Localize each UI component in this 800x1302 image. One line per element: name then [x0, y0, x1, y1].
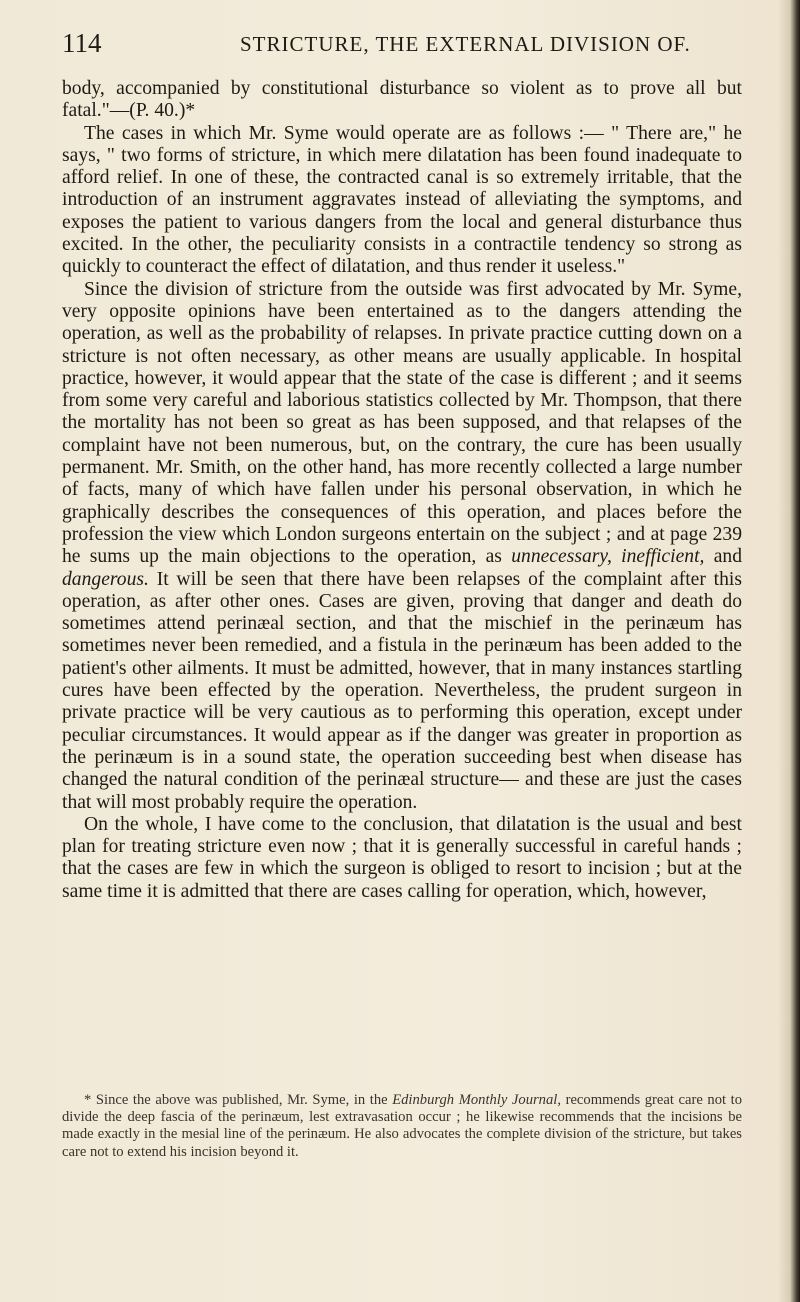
running-title: STRICTURE, THE EXTERNAL DIVISION OF.: [240, 32, 691, 56]
main-text: [62, 78, 742, 903]
footnote-lead: * Since the above was published, Mr. Syme, in the: [84, 1092, 388, 1108]
paragraph-syme-cases: The cases in which Mr. Syme would operate are as follows :— " There are," he says, " two forms of stricture, in which mere dilatation has been found inadequate to afford relief. In one of these, the contracted canal is so extremely irritable, that the introduction of an instrument aggravates instead of alleviating the symptoms, and exposes the patient to various dangers from the local and general disturbance thus excited. In the other, the peculiarity consists in a contractile tendency so strong as quickly to counteract the effect of dilatation, and thus render it useless.": [62, 122, 742, 278]
paragraph-division-opinions: [62, 279, 742, 814]
emphasis-dangerous: dangerous.: [62, 568, 149, 590]
paragraph-text: Since the division of stricture from the outside was first advocated by Mr. Syme, very opposite opinions have been entertained as to the dangers attending the operation, as well as the probability of relapses. In private practice cutting down on a stricture is not often necessary, as other means are usually applicable. In hospital practice, however, it would appear that the state of the case is different ; and it seems from some very careful and laborious statistics collected by Mr. Thompson, that there the mortality has not been so great as has been supposed, and that relapses of the complaint have not been numerous, but, on the contrary, the cure has been usually permanent. Mr. Smith, on the other hand, has more recently collected a large number of facts, many of which have fallen under his personal observation, in which he graphically describes the consequences of this operation, and places before the profession the view which London surgeons entertain on the subject ; and at page 239 he sums up the main objections to the operation, as: [62, 278, 742, 568]
page-number: 114: [62, 28, 102, 58]
footnote-rest: recommends great care not to divide the deep fascia of the perinæum, lest extravasation occur ; he likewise recommends that the incisions be made exactly in the mesial line of the perinæum. He also advocates the complete division of the stricture, but takes care not to extend his incision beyond it.: [62, 1092, 743, 1160]
page-header: [62, 28, 742, 62]
footnote: [62, 1092, 742, 1161]
paragraph-text: and: [713, 546, 742, 568]
emphasis-objections: unnecessary, inefficient,: [511, 546, 705, 568]
footnote-text: [62, 1092, 742, 1161]
footnote-journal-title: Edinburgh Monthly Journal,: [392, 1092, 561, 1108]
paragraph-continued: body, accompanied by constitutional disturbance so violent as to prove all but fatal."—(P. 40.)*: [62, 78, 742, 122]
paragraph-text: It will be seen that there have been relapses of the complaint after this operation, as after other ones. Cases are given, proving that danger and death do sometimes attend perinæal section, and that the mischief in the perinæum has sometimes never been remedied, and a fistula in the perinæum has been added to the patient's other ailments. It must be admitted, however, that in many instances startling cures have been effected by the operation. Nevertheless, the prudent surgeon in private practice will be very cautious as to performing this operation, except under peculiar circumstances. It would appear as if the danger was greater in proportion as the perinæum is in a sound state, the operation succeeding best when disease has changed the natural condition of the perinæal structure— and these are just the cases that will most probably require the operation.: [62, 568, 742, 813]
page-edge-shadow: [778, 0, 800, 1302]
paragraph-conclusion: On the whole, I have come to the conclusion, that dilatation is the usual and best plan for treating stricture even now ; that it is generally successful in careful hands ; that the cases are few in which the surgeon is obliged to resort to incision ; but at the same time it is admitted that there are cases calling for operation, which, however,: [62, 813, 742, 902]
